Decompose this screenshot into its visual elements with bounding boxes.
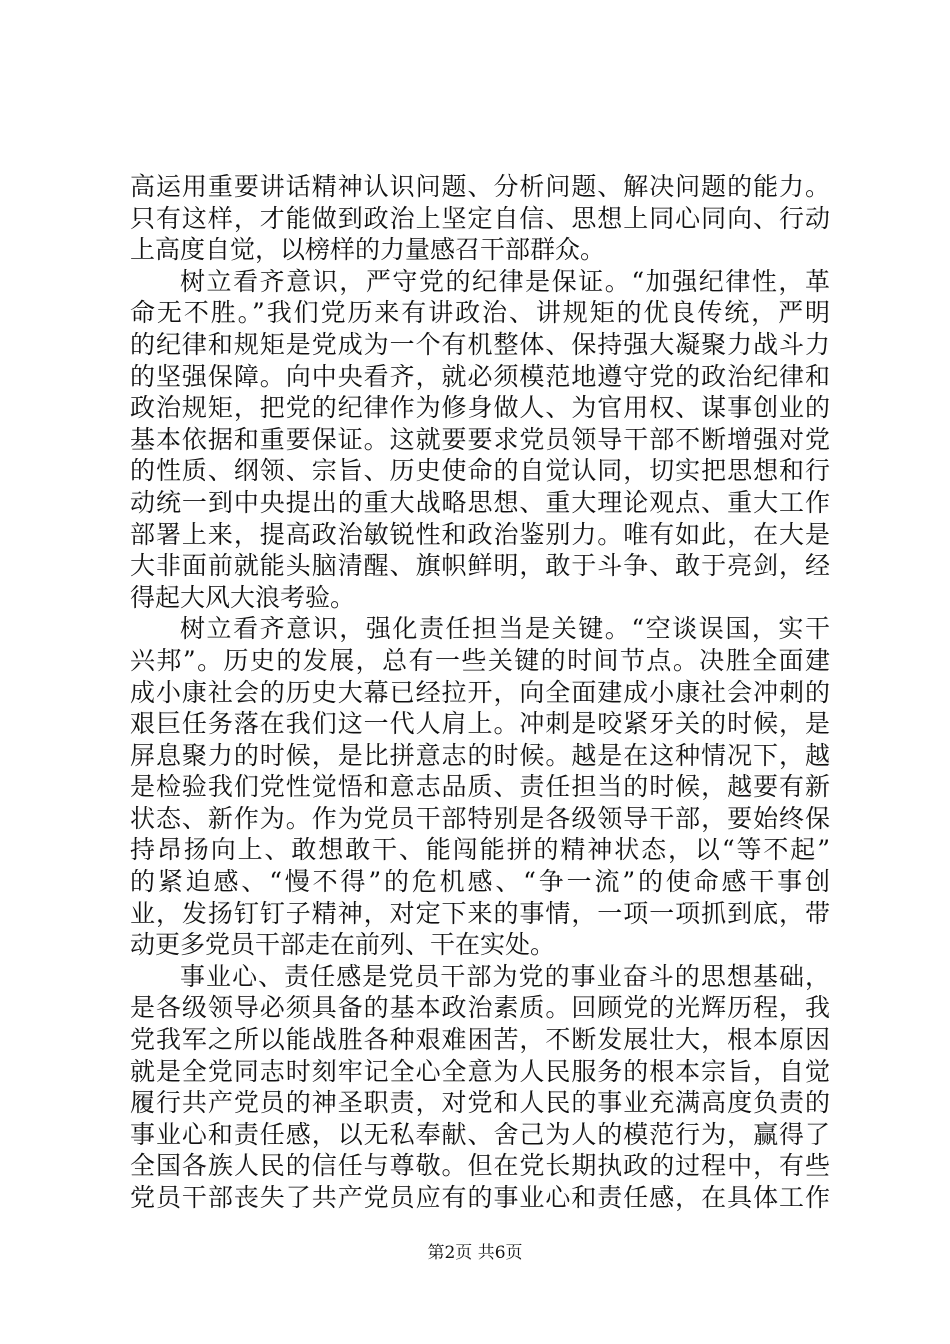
text-line: 基本依据和重要保证。这就要要求党员领导干部不断增强对党 (130, 424, 830, 454)
text-line: 的性质、纲领、宗旨、历史使命的自觉认同，切实把思想和行 (130, 456, 830, 486)
text-line: 兴邦”。历史的发展，总有一些关键的时间节点。决胜全面建 (130, 645, 830, 675)
text-line: 艰巨任务落在我们这一代人肩上。冲刺是咬紧牙关的时候，是 (130, 709, 830, 739)
text-line: 动统一到中央提出的重大战略思想、重大理论观点、重大工作 (130, 487, 830, 517)
text-line: 只有这样，才能做到政治上坚定自信、思想上同心同向、行动 (130, 203, 830, 233)
text-line: 的坚强保障。向中央看齐，就必须模范地遵守党的政治纪律和 (130, 361, 830, 391)
text-line: 党我军之所以能战胜各种艰难困苦，不断发展壮大，根本原因 (130, 1025, 830, 1055)
text-line: 履行共产党员的神圣职责，对党和人民的事业充满高度负责的 (130, 1088, 830, 1118)
text-line: 成小康社会的历史大幕已经拉开，向全面建成小康社会冲刺的 (130, 677, 830, 707)
paragraph-first-line: 事业心、责任感是党员干部为党的事业奋斗的思想基础， (180, 961, 830, 991)
text-line: 就是全党同志时刻牢记全心全意为人民服务的根本宗旨，自觉 (130, 1056, 830, 1086)
text-line: 屏息聚力的时候，是比拼意志的时候。越是在这种情况下，越 (130, 740, 830, 770)
text-line: 政治规矩，把党的纪律作为修身做人、为官用权、谋事创业的 (130, 393, 830, 423)
text-line: 部署上来，提高政治敏锐性和政治鉴别力。唯有如此，在大是 (130, 519, 830, 549)
text-line: 大非面前就能头脑清醒、旗帜鲜明，敢于斗争、敢于亮剑，经 (130, 551, 830, 581)
text-line: 得起大风大浪考验。 (130, 582, 356, 612)
text-line: 业，发扬钉钉子精神，对定下来的事情，一项一项抓到底，带 (130, 898, 830, 928)
text-line: 动更多党员干部走在前列、干在实处。 (130, 930, 556, 960)
body-text (130, 171, 830, 1214)
text-line: 持昂扬向上、敢想敢干、能闯能拼的精神状态，以“等不起” (130, 835, 830, 865)
text-line: 全国各族人民的信任与尊敬。但在党长期执政的过程中，有些 (130, 1151, 830, 1181)
text-line: 状态、新作为。作为党员干部特别是各级领导干部，要始终保 (130, 803, 830, 833)
text-line: 高运用重要讲话精神认识问题、分析问题、解决问题的能力。 (130, 172, 830, 201)
text-line: 是各级领导必须具备的基本政治素质。回顾党的光辉历程，我 (130, 993, 830, 1023)
text-line: 事业心和责任感，以无私奉献、舍己为人的模范行为，赢得了 (130, 1119, 830, 1149)
text-line: 的紧迫感、“慢不得”的危机感、“争一流”的使命感干事创 (130, 867, 830, 897)
text-line: 上高度自觉，以榜样的力量感召干部群众。 (130, 235, 606, 265)
paragraph-first-line: 树立看齐意识，强化责任担当是关键。“空谈误国，实干 (180, 614, 830, 644)
text-line: 命无不胜。”我们党历来有讲政治、讲规矩的优良传统，严明 (130, 298, 830, 328)
text-line: 的纪律和规矩是党成为一个有机整体、保持强大凝聚力战斗力 (130, 329, 830, 359)
page-footer: 第2页 共6页 (427, 1243, 523, 1263)
text-line: 党员干部丧失了共产党员应有的事业心和责任感，在具体工作 (130, 1183, 830, 1212)
text-line: 是检验我们党性觉悟和意志品质、责任担当的时候，越要有新 (130, 772, 830, 802)
paragraph-first-line: 树立看齐意识，严守党的纪律是保证。“加强纪律性，革 (180, 266, 830, 296)
